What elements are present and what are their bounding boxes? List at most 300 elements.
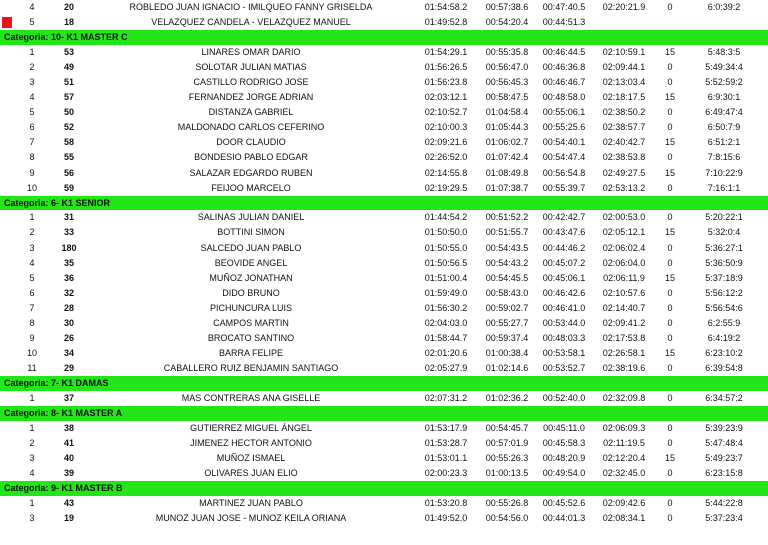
total-time-cell: 5:49:34:4 bbox=[705, 61, 743, 72]
bib-number-cell: 39 bbox=[63, 467, 74, 478]
time-2-cell: 01:04:58.4 bbox=[485, 107, 529, 118]
time-4-cell: 02:53:13.2 bbox=[602, 182, 646, 193]
position-cell: 6 bbox=[29, 287, 35, 298]
bib-number-cell: 41 bbox=[63, 437, 74, 448]
competitor-name-cell: CABALLERO RUIZ BENJAMIN SANTIAGO bbox=[163, 363, 339, 374]
bib-number-cell: 38 bbox=[63, 422, 74, 433]
position-cell: 7 bbox=[29, 302, 35, 313]
time-3-cell: 00:45:58.3 bbox=[542, 437, 586, 448]
position-cell: 8 bbox=[29, 317, 35, 328]
time-1-cell: 02:04:03.0 bbox=[424, 317, 468, 328]
total-time-cell: 6:9:30:1 bbox=[707, 92, 741, 103]
time-2-cell: 00:54:56.0 bbox=[485, 512, 529, 523]
time-2-cell: 00:54:45.5 bbox=[485, 272, 529, 283]
time-2-cell: 01:07:42.4 bbox=[485, 152, 529, 163]
competitor-name-cell: ROBLEDO JUAN IGNACIO - IMILQUEO FANNY GRISELDA bbox=[129, 2, 373, 12]
category-label: Categoria: 10- K1 MASTER C bbox=[4, 32, 128, 43]
bib-number-cell: 50 bbox=[63, 107, 74, 118]
competitor-name-cell: JIMENEZ HECTOR ANTONIO bbox=[190, 437, 312, 448]
bib-number-cell: 30 bbox=[63, 317, 74, 328]
penalty-cell: 0 bbox=[667, 467, 673, 478]
time-1-cell: 02:10:52.7 bbox=[424, 107, 468, 118]
position-cell: 4 bbox=[29, 467, 35, 478]
time-3-cell: 00:55:25.6 bbox=[542, 122, 586, 133]
time-4-cell: 02:20:21.9 bbox=[602, 2, 646, 12]
time-3-cell: 00:45:07.2 bbox=[542, 257, 586, 268]
table-row bbox=[0, 210, 768, 225]
time-1-cell: 02:26:52.0 bbox=[424, 152, 468, 163]
competitor-name-cell: BONDESIO PABLO EDGAR bbox=[194, 152, 308, 163]
time-3-cell: 00:43:47.6 bbox=[542, 227, 586, 238]
competitor-name-cell: BROCATO SANTINO bbox=[207, 333, 295, 344]
table-row bbox=[0, 451, 768, 466]
table-row bbox=[0, 45, 768, 60]
time-2-cell: 01:08:49.8 bbox=[485, 167, 529, 178]
time-3-cell: 00:46:46.7 bbox=[542, 76, 586, 87]
bib-number-cell: 53 bbox=[63, 46, 74, 57]
time-3-cell: 00:48:58.0 bbox=[542, 92, 586, 103]
time-2-cell: 00:54:43.5 bbox=[485, 242, 529, 253]
time-4-cell: 02:40:42.7 bbox=[602, 137, 646, 148]
position-cell: 4 bbox=[29, 2, 35, 12]
bib-number-cell: 55 bbox=[63, 152, 74, 163]
time-4-cell: 02:32:45.0 bbox=[602, 467, 646, 478]
time-1-cell: 01:56:26.5 bbox=[424, 61, 468, 72]
time-3-cell: 00:55:39.7 bbox=[542, 182, 586, 193]
penalty-cell: 0 bbox=[667, 512, 673, 523]
competitor-name-cell: DISTANZA GABRIEL bbox=[208, 107, 294, 118]
table-row bbox=[0, 436, 768, 451]
time-2-cell: 00:54:20.4 bbox=[485, 17, 529, 28]
competitor-name-cell: MAS CONTRERAS ANA GISELLE bbox=[181, 392, 321, 403]
total-time-cell: 6:4:19:2 bbox=[707, 333, 741, 344]
position-cell: 7 bbox=[29, 137, 35, 148]
category-header bbox=[0, 196, 768, 211]
total-time-cell: 5:56:12:2 bbox=[705, 287, 743, 298]
penalty-cell: 15 bbox=[664, 92, 675, 103]
time-3-cell: 00:46:44.5 bbox=[542, 46, 586, 57]
time-4-cell: 02:13:03.4 bbox=[602, 76, 646, 87]
time-4-cell: 02:05:12.1 bbox=[602, 227, 646, 238]
time-1-cell: 01:54:58.2 bbox=[424, 2, 468, 12]
competitor-name-cell: BEOVIDE ANGEL bbox=[214, 257, 288, 268]
time-1-cell: 02:00:23.3 bbox=[424, 467, 468, 478]
total-time-cell: 5:56:54:6 bbox=[705, 302, 743, 313]
table-row bbox=[0, 120, 768, 135]
total-time-cell: 6:49:47:4 bbox=[705, 107, 743, 118]
time-3-cell: 00:54:47.4 bbox=[542, 152, 586, 163]
penalty-cell: 0 bbox=[667, 317, 673, 328]
total-time-cell: 6:34:57:2 bbox=[705, 392, 743, 403]
position-cell: 5 bbox=[29, 272, 35, 283]
total-time-cell: 5:44:22:8 bbox=[705, 497, 743, 508]
total-time-cell: 5:20:22:1 bbox=[705, 212, 743, 223]
penalty-cell: 0 bbox=[667, 182, 673, 193]
bib-number-cell: 180 bbox=[61, 242, 77, 253]
total-time-cell: 5:37:18:9 bbox=[705, 272, 743, 283]
bib-number-cell: 58 bbox=[63, 137, 74, 148]
time-4-cell: 02:18:17.5 bbox=[602, 92, 646, 103]
competitor-name-cell: OLIVARES JUAN ELIO bbox=[204, 467, 298, 478]
table-row bbox=[0, 391, 768, 406]
time-1-cell: 02:19:29.5 bbox=[424, 182, 468, 193]
time-3-cell: 00:53:44.0 bbox=[542, 317, 586, 328]
time-2-cell: 00:54:43.2 bbox=[485, 257, 529, 268]
time-4-cell: 02:06:09.3 bbox=[602, 422, 646, 433]
position-cell: 1 bbox=[29, 497, 35, 508]
category-header bbox=[0, 481, 768, 496]
bib-number-cell: 29 bbox=[63, 363, 74, 374]
bib-number-cell: 19 bbox=[63, 512, 74, 523]
time-3-cell: 00:46:36.8 bbox=[542, 61, 586, 72]
time-3-cell: 00:42:42.7 bbox=[542, 212, 586, 223]
time-2-cell: 00:54:45.7 bbox=[485, 422, 529, 433]
position-cell: 9 bbox=[29, 333, 35, 344]
time-1-cell: 02:01:20.6 bbox=[424, 348, 468, 359]
table-row bbox=[0, 0, 768, 15]
time-1-cell: 01:56:30.2 bbox=[424, 302, 468, 313]
time-3-cell: 00:45:06.1 bbox=[542, 272, 586, 283]
time-1-cell: 01:44:54.2 bbox=[424, 212, 468, 223]
red-marker-icon bbox=[2, 17, 12, 28]
penalty-cell: 0 bbox=[667, 287, 673, 298]
time-2-cell: 00:57:38.6 bbox=[485, 2, 529, 12]
total-time-cell: 5:36:27:1 bbox=[705, 242, 743, 253]
table-row bbox=[0, 301, 768, 316]
bib-number-cell: 34 bbox=[63, 348, 74, 359]
total-time-cell: 5:36:50:9 bbox=[705, 257, 743, 268]
time-2-cell: 00:55:35.8 bbox=[485, 46, 529, 57]
time-4-cell: 02:32:09.8 bbox=[602, 392, 646, 403]
time-1-cell: 01:53:20.8 bbox=[424, 497, 468, 508]
bib-number-cell: 56 bbox=[63, 167, 74, 178]
position-cell: 2 bbox=[29, 227, 35, 238]
bib-number-cell: 26 bbox=[63, 333, 74, 344]
penalty-cell: 0 bbox=[667, 333, 673, 344]
time-1-cell: 02:03:12.1 bbox=[424, 92, 468, 103]
position-cell: 3 bbox=[29, 452, 35, 463]
total-time-cell: 7:10:22:9 bbox=[705, 167, 743, 178]
category-label: Categoria: 7- K1 DAMAS bbox=[4, 378, 109, 389]
penalty-cell: 0 bbox=[667, 437, 673, 448]
category-header bbox=[0, 406, 768, 421]
time-2-cell: 00:51:55.7 bbox=[485, 227, 529, 238]
table-row bbox=[0, 241, 768, 256]
bib-number-cell: 18 bbox=[63, 17, 74, 28]
time-4-cell: 02:26:58.1 bbox=[602, 348, 646, 359]
time-4-cell: 02:10:57.6 bbox=[602, 287, 646, 298]
table-row bbox=[0, 286, 768, 301]
time-3-cell: 00:46:41.0 bbox=[542, 302, 586, 313]
table-row bbox=[0, 511, 768, 526]
penalty-cell: 0 bbox=[667, 257, 673, 268]
table-row bbox=[0, 60, 768, 75]
competitor-name-cell: MUÑOZ JONATHAN bbox=[209, 272, 293, 283]
time-1-cell: 02:10:00.3 bbox=[424, 122, 468, 133]
time-1-cell: 02:07:31.2 bbox=[424, 392, 468, 403]
time-3-cell: 00:48:03.3 bbox=[542, 333, 586, 344]
time-3-cell: 00:45:52.6 bbox=[542, 497, 586, 508]
position-cell: 6 bbox=[29, 122, 35, 133]
position-cell: 8 bbox=[29, 152, 35, 163]
time-1-cell: 01:50:50.0 bbox=[424, 227, 468, 238]
total-time-cell: 6:23:15:8 bbox=[705, 467, 743, 478]
time-4-cell: 02:11:19.5 bbox=[603, 437, 645, 448]
position-cell: 3 bbox=[29, 76, 35, 87]
time-4-cell: 02:06:11.9 bbox=[603, 272, 645, 283]
competitor-name-cell: MALDONADO CARLOS CEFERINO bbox=[177, 122, 325, 133]
time-1-cell: 01:51:00.4 bbox=[424, 272, 468, 283]
bib-number-cell: 52 bbox=[63, 122, 74, 133]
table-row bbox=[0, 271, 768, 286]
time-4-cell: 02:08:34.1 bbox=[602, 512, 646, 523]
time-4-cell: 02:49:27.5 bbox=[602, 167, 646, 178]
table-row bbox=[0, 181, 768, 196]
competitor-name-cell: MUÑOZ ISMAEL bbox=[216, 452, 286, 463]
time-3-cell: 00:49:54.0 bbox=[542, 467, 586, 478]
bib-number-cell: 36 bbox=[63, 272, 74, 283]
bib-number-cell: 35 bbox=[63, 257, 74, 268]
penalty-cell: 15 bbox=[664, 167, 675, 178]
position-cell: 11 bbox=[27, 363, 37, 374]
penalty-cell: 15 bbox=[664, 137, 675, 148]
table-row bbox=[0, 15, 768, 30]
category-header bbox=[0, 376, 768, 391]
penalty-cell: 15 bbox=[664, 348, 675, 359]
table-row bbox=[0, 346, 768, 361]
time-4-cell: 02:06:04.0 bbox=[602, 257, 646, 268]
time-2-cell: 00:57:01.9 bbox=[485, 437, 529, 448]
position-cell: 1 bbox=[29, 392, 35, 403]
time-2-cell: 00:58:47.5 bbox=[485, 92, 529, 103]
bib-number-cell: 28 bbox=[63, 302, 74, 313]
competitor-name-cell: SALAZAR EDGARDO RUBEN bbox=[189, 167, 313, 178]
table-row bbox=[0, 90, 768, 105]
time-2-cell: 01:02:14.6 bbox=[485, 363, 529, 374]
table-row bbox=[0, 496, 768, 511]
table-row bbox=[0, 331, 768, 346]
category-label: Categoria: 6- K1 SENIOR bbox=[4, 197, 111, 208]
table-row bbox=[0, 166, 768, 181]
bib-number-cell: 33 bbox=[63, 227, 74, 238]
time-3-cell: 00:44:46.2 bbox=[542, 242, 586, 253]
time-3-cell: 00:45:11.0 bbox=[543, 422, 585, 433]
penalty-cell: 0 bbox=[667, 212, 673, 223]
penalty-cell: 0 bbox=[667, 107, 673, 118]
competitor-name-cell: LINARES OMAR DARIO bbox=[201, 46, 301, 57]
total-time-cell: 6:23:10:2 bbox=[705, 348, 743, 359]
time-3-cell: 00:44:01.3 bbox=[542, 512, 586, 523]
penalty-cell: 0 bbox=[667, 61, 673, 72]
time-2-cell: 00:55:27.7 bbox=[485, 317, 529, 328]
bib-number-cell: 57 bbox=[63, 92, 74, 103]
time-3-cell: 00:55:06.1 bbox=[542, 107, 586, 118]
position-cell: 3 bbox=[29, 242, 35, 253]
time-1-cell: 02:05:27.9 bbox=[424, 363, 468, 374]
bib-number-cell: 20 bbox=[63, 2, 74, 12]
penalty-cell: 15 bbox=[664, 46, 675, 57]
competitor-name-cell: BOTTINI SIMON bbox=[217, 227, 285, 238]
time-3-cell: 00:56:54.8 bbox=[542, 167, 586, 178]
total-time-cell: 6:2:55:9 bbox=[707, 317, 741, 328]
time-4-cell: 02:09:41.2 bbox=[602, 317, 646, 328]
time-4-cell: 02:06:02.4 bbox=[602, 242, 646, 253]
time-3-cell: 00:53:52.7 bbox=[542, 363, 586, 374]
penalty-cell: 0 bbox=[667, 242, 673, 253]
table-row bbox=[0, 135, 768, 150]
penalty-cell: 0 bbox=[667, 363, 673, 374]
time-3-cell: 00:48:20.9 bbox=[542, 452, 586, 463]
total-time-cell: 7:8:15:6 bbox=[707, 152, 741, 163]
time-4-cell: 02:38:19.6 bbox=[602, 363, 646, 374]
position-cell: 1 bbox=[29, 46, 35, 57]
time-4-cell: 02:12:20.4 bbox=[602, 452, 646, 463]
time-1-cell: 01:59:49.0 bbox=[424, 287, 468, 298]
time-1-cell: 02:14:55.8 bbox=[424, 167, 468, 178]
competitor-name-cell: DOOR CLAUDIO bbox=[216, 137, 286, 148]
time-3-cell: 00:54:40.1 bbox=[542, 137, 586, 148]
time-2-cell: 00:56:45.3 bbox=[485, 76, 529, 87]
position-cell: 2 bbox=[29, 61, 35, 72]
time-3-cell: 00:47:40.5 bbox=[542, 2, 586, 12]
time-2-cell: 01:07:38.7 bbox=[485, 182, 529, 193]
time-1-cell: 01:50:56.5 bbox=[424, 257, 468, 268]
category-header bbox=[0, 30, 768, 45]
position-cell: 3 bbox=[29, 512, 35, 523]
time-1-cell: 01:50:55.0 bbox=[424, 242, 468, 253]
total-time-cell: 6:51:2:1 bbox=[707, 137, 741, 148]
time-3-cell: 00:52:40.0 bbox=[542, 392, 586, 403]
penalty-cell: 15 bbox=[664, 227, 675, 238]
total-time-cell: 5:47:48:4 bbox=[705, 437, 743, 448]
position-cell: 1 bbox=[29, 212, 35, 223]
time-2-cell: 00:59:37.4 bbox=[485, 333, 529, 344]
competitor-name-cell: DIDO BRUNO bbox=[222, 287, 280, 298]
bib-number-cell: 43 bbox=[63, 497, 74, 508]
total-time-cell: 5:32:0:4 bbox=[707, 227, 741, 238]
category-label: Categoria: 8- K1 MASTER A bbox=[4, 408, 123, 419]
position-cell: 2 bbox=[29, 437, 35, 448]
table-row bbox=[0, 256, 768, 271]
competitor-name-cell: CASTILLO RODRIGO JOSE bbox=[193, 76, 309, 87]
penalty-cell: 15 bbox=[664, 452, 675, 463]
bib-number-cell: 59 bbox=[63, 182, 74, 193]
total-time-cell: 5:52:59:2 bbox=[705, 76, 743, 87]
time-4-cell: 02:17:53.8 bbox=[602, 333, 646, 344]
total-time-cell: 5:39:23:9 bbox=[705, 422, 743, 433]
time-2-cell: 01:00:38.4 bbox=[485, 348, 529, 359]
competitor-name-cell: CAMPOS MARTIN bbox=[213, 317, 289, 328]
total-time-cell: 6:0:39:2 bbox=[707, 2, 741, 12]
time-2-cell: 01:05:44.3 bbox=[485, 122, 529, 133]
position-cell: 5 bbox=[29, 107, 35, 118]
penalty-cell: 15 bbox=[664, 272, 675, 283]
bib-number-cell: 32 bbox=[63, 287, 74, 298]
competitor-name-cell: MUNOZ JUAN JOSE - MUNOZ KEILA ORIANA bbox=[155, 512, 347, 523]
penalty-cell: 0 bbox=[667, 152, 673, 163]
time-1-cell: 01:53:17.9 bbox=[424, 422, 468, 433]
time-2-cell: 00:59:02.7 bbox=[485, 302, 529, 313]
competitor-name-cell: SOLOTAR JULIAN MATIAS bbox=[195, 61, 307, 72]
table-row bbox=[0, 75, 768, 90]
penalty-cell: 0 bbox=[667, 302, 673, 313]
time-3-cell: 00:53:58.1 bbox=[542, 348, 586, 359]
time-2-cell: 00:51:52.2 bbox=[485, 212, 529, 223]
time-2-cell: 00:55:26.8 bbox=[485, 497, 529, 508]
table-row bbox=[0, 421, 768, 436]
competitor-name-cell: FEIJOO MARCELO bbox=[211, 182, 291, 193]
table-row bbox=[0, 316, 768, 331]
table-row bbox=[0, 466, 768, 481]
time-1-cell: 01:49:52.8 bbox=[424, 17, 468, 28]
position-cell: 5 bbox=[29, 17, 35, 28]
position-cell: 10 bbox=[26, 348, 37, 359]
time-4-cell: 02:09:44.1 bbox=[602, 61, 646, 72]
time-3-cell: 00:44:51.3 bbox=[542, 17, 586, 28]
competitor-name-cell: FERNANDEZ JORGE ADRIAN bbox=[188, 92, 314, 103]
category-label: Categoria: 9- K1 MASTER B bbox=[4, 483, 123, 493]
competitor-name-cell: MARTINEZ JUAN PABLO bbox=[199, 497, 303, 508]
time-2-cell: 00:56:47.0 bbox=[485, 61, 529, 72]
time-2-cell: 00:58:43.0 bbox=[485, 287, 529, 298]
penalty-cell: 0 bbox=[667, 392, 673, 403]
time-4-cell: 02:38:50.2 bbox=[602, 107, 646, 118]
table-row bbox=[0, 150, 768, 165]
time-4-cell: 02:09:42.6 bbox=[602, 497, 646, 508]
table-row bbox=[0, 105, 768, 120]
competitor-name-cell: GUTIERREZ MIGUEL ÁNGEL bbox=[190, 422, 312, 433]
bib-number-cell: 51 bbox=[63, 76, 74, 87]
bib-number-cell: 40 bbox=[63, 452, 74, 463]
position-cell: 4 bbox=[29, 257, 35, 268]
total-time-cell: 6:39:54:8 bbox=[705, 363, 743, 374]
bib-number-cell: 49 bbox=[63, 61, 74, 72]
penalty-cell: 0 bbox=[667, 76, 673, 87]
position-cell: 4 bbox=[29, 92, 35, 103]
time-4-cell: 02:00:53.0 bbox=[602, 212, 646, 223]
time-2-cell: 00:55:26.3 bbox=[485, 452, 529, 463]
total-time-cell: 5:37:23:4 bbox=[705, 512, 743, 523]
total-time-cell: 5:48:3:5 bbox=[707, 46, 741, 57]
table-row bbox=[0, 225, 768, 240]
time-2-cell: 01:06:02.7 bbox=[485, 137, 529, 148]
time-4-cell: 02:10:59.1 bbox=[602, 46, 646, 57]
table-row bbox=[0, 361, 768, 376]
time-4-cell: 02:38:57.7 bbox=[602, 122, 646, 133]
time-1-cell: 01:54:29.1 bbox=[424, 46, 468, 57]
competitor-name-cell: PICHUNCURA LUIS bbox=[209, 302, 292, 313]
competitor-name-cell: VELAZQUEZ CANDELA - VELAZQUEZ MANUEL bbox=[151, 17, 351, 28]
total-time-cell: 7:16:1:1 bbox=[707, 182, 741, 193]
competitor-name-cell: SALCEDO JUAN PABLO bbox=[200, 242, 302, 253]
time-1-cell: 01:58:44.7 bbox=[424, 333, 468, 344]
total-time-cell: 5:49:23:7 bbox=[705, 452, 743, 463]
total-time-cell: 6:50:7:9 bbox=[707, 122, 741, 133]
time-1-cell: 01:53:28.7 bbox=[424, 437, 468, 448]
position-cell: 1 bbox=[29, 422, 35, 433]
time-1-cell: 01:49:52.0 bbox=[424, 512, 468, 523]
time-2-cell: 01:02:36.2 bbox=[485, 392, 529, 403]
time-2-cell: 01:00:13.5 bbox=[485, 467, 529, 478]
bib-number-cell: 31 bbox=[63, 212, 74, 223]
penalty-cell: 0 bbox=[667, 122, 673, 133]
penalty-cell: 0 bbox=[667, 2, 673, 12]
time-1-cell: 02:09:21.6 bbox=[424, 137, 468, 148]
competitor-name-cell: SALINAS JULIAN DANIEL bbox=[197, 212, 305, 223]
penalty-cell: 0 bbox=[667, 497, 673, 508]
time-1-cell: 01:56:23.8 bbox=[424, 76, 468, 87]
time-3-cell: 00:46:42.6 bbox=[542, 287, 586, 298]
